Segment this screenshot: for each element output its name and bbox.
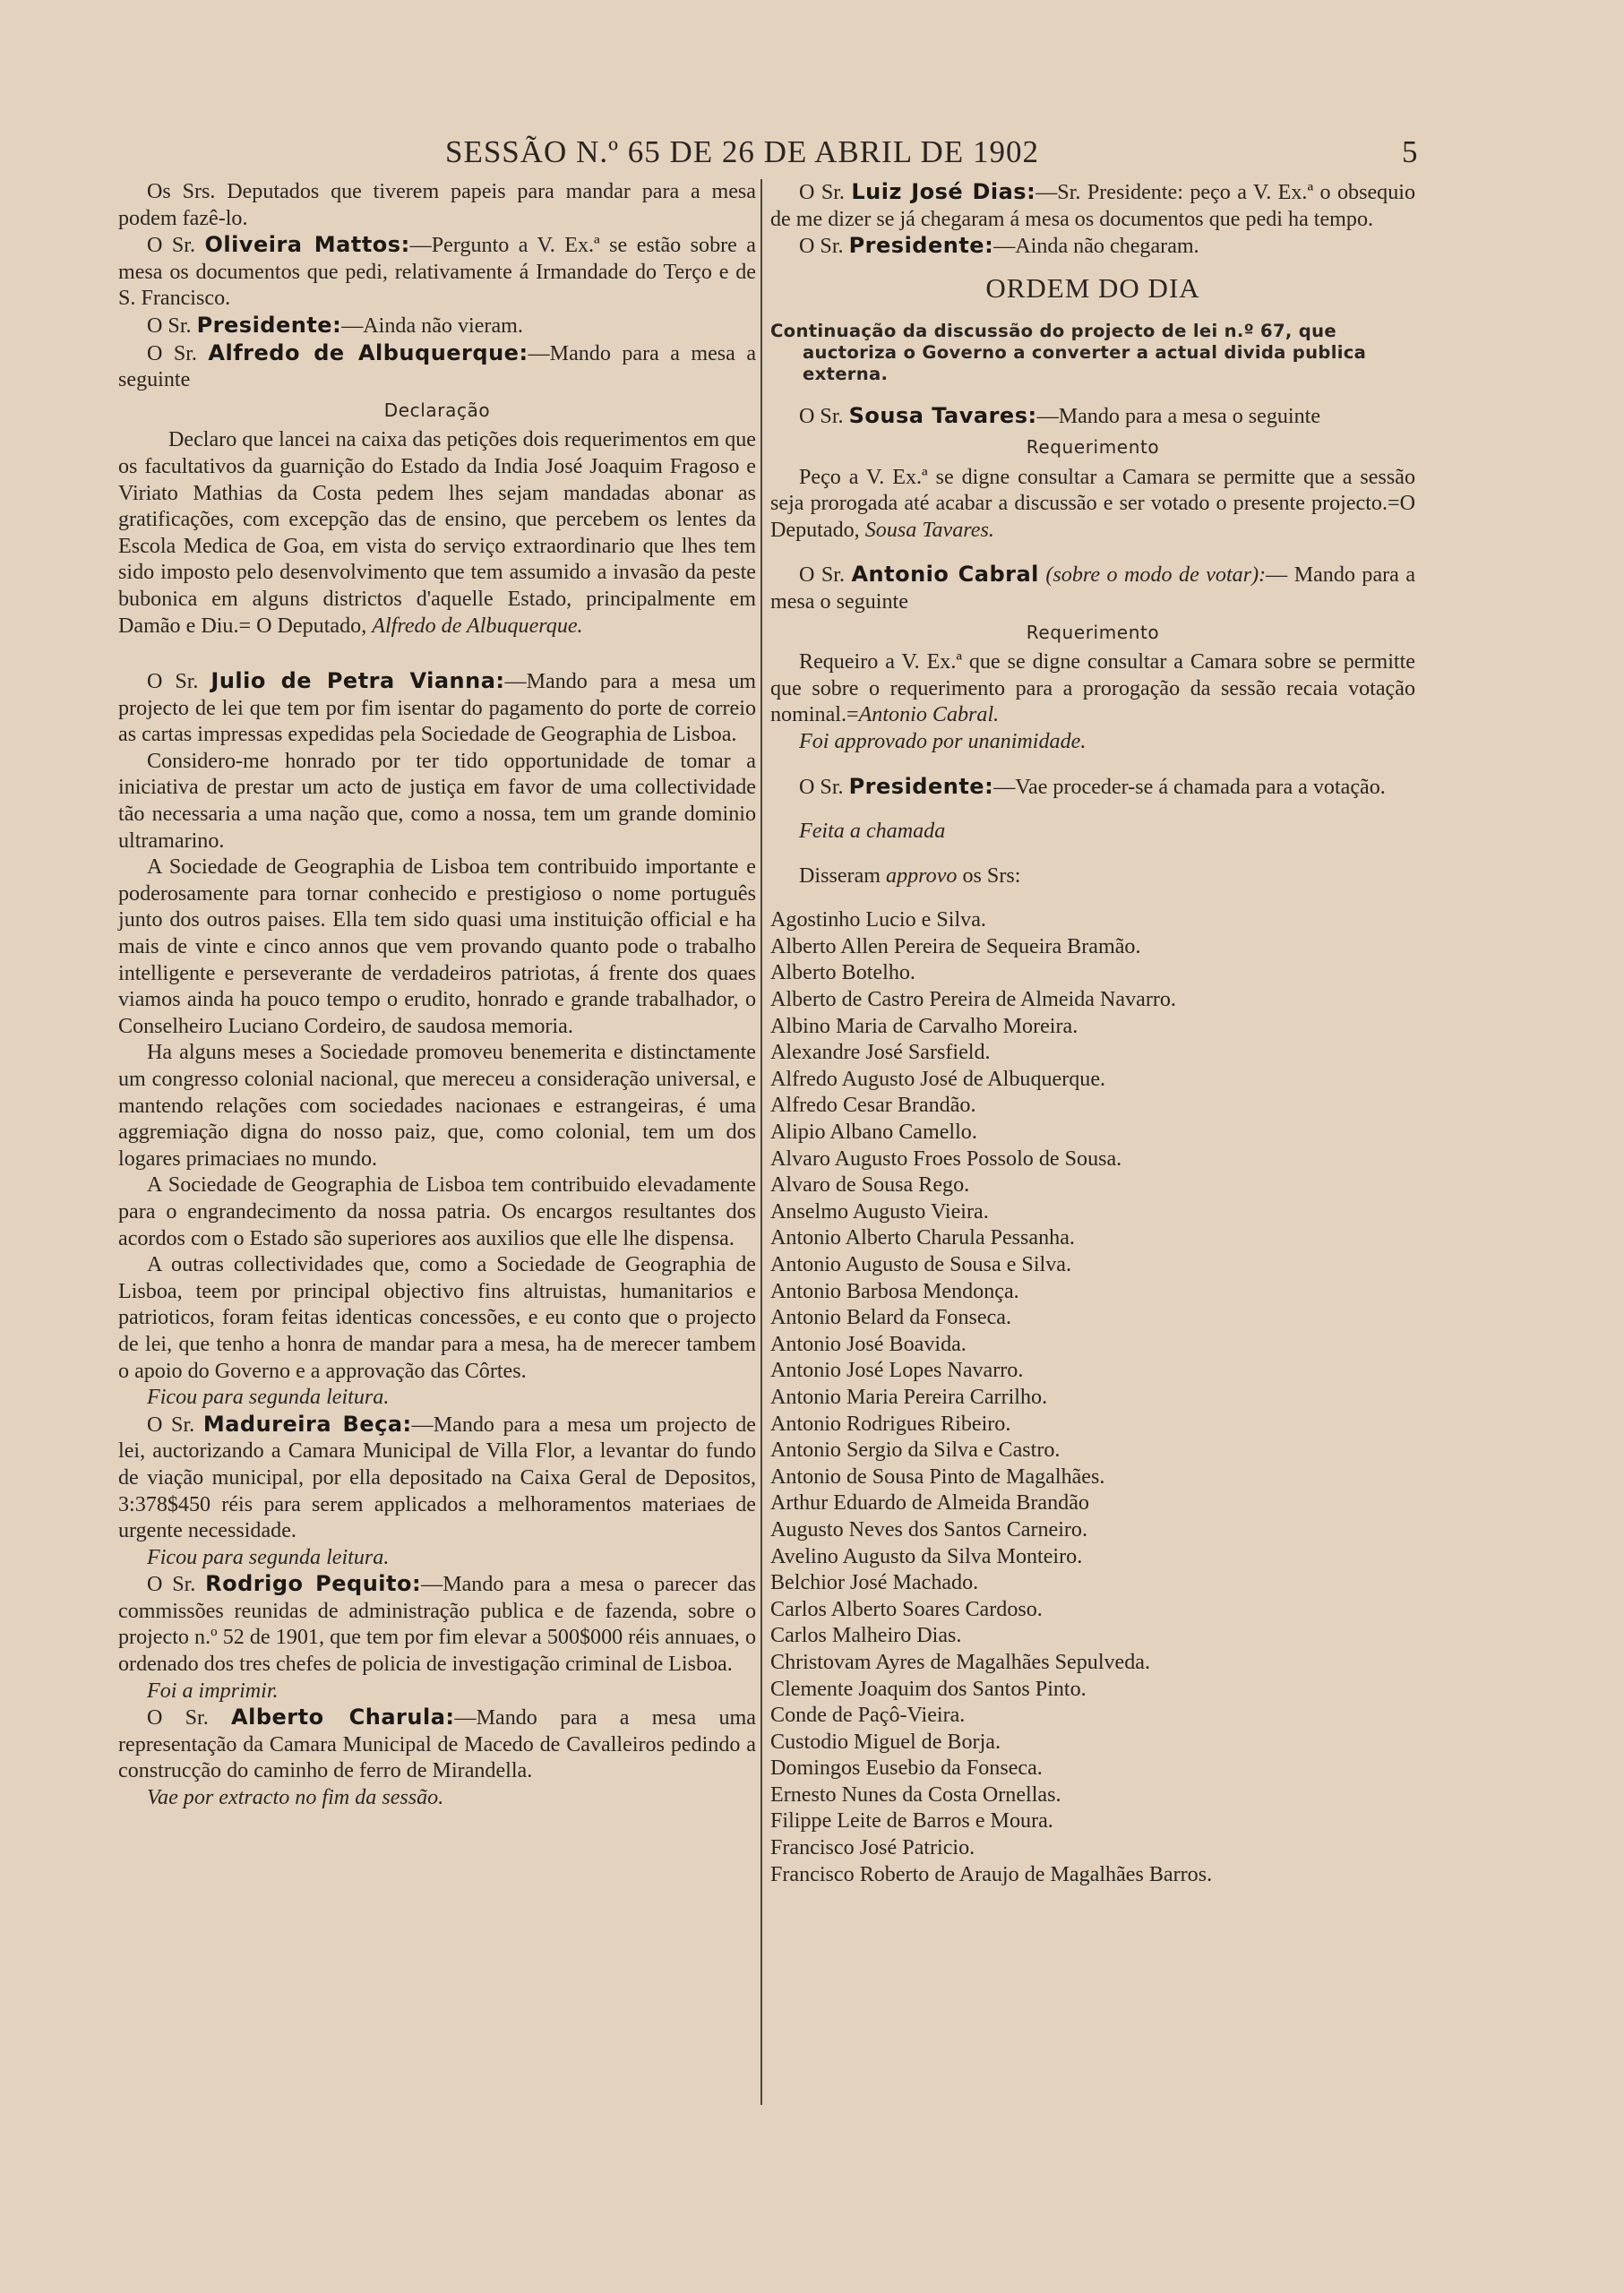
- list-item: Arthur Eduardo de Almeida Brandão: [770, 1491, 1089, 1516]
- speaker-name: Antonio Cabral: [851, 562, 1039, 588]
- list-item: Carlos Alberto Soares Cardoso.: [770, 1597, 1043, 1621]
- request-text: Peço a V. Ex.ª se digne consultar a Camara se permitte que a sessão seja prorogada até acabar a discussão e ser votado o presente projecto.=O Deputado, Sousa Tavares.: [770, 465, 1415, 542]
- list-item: Antonio Sergio da Silva e Castro.: [770, 1438, 1061, 1463]
- request-text: Requeiro a V. Ex.ª que se digne consultar a Camara sobre se permitte que sobre o requerimento para a prorogação da sessão recaia votação nominal.=Antonio Cabral.: [770, 650, 1415, 727]
- list-item: Antonio Barbosa Mendonça.: [770, 1279, 1019, 1303]
- paragraph: Considero-me honrado por ter tido opportunidade de tomar a iniciativa de prestar um acto de justiça em favor de uma collectividade tão necessaria a uma nação que, como a nossa, tem um grande dominio ultramarino.: [118, 749, 756, 853]
- section-subtitle: Declaração: [383, 399, 491, 421]
- list-item: Alfredo Cesar Brandão.: [770, 1094, 976, 1118]
- speech-alberto-charula: O Sr. Alberto Charula:—Mando para a mesa uma representação da Camara Municipal de Macedo de Cavalleiros pedindo a construcção do caminho de ferro de Mirandella.: [118, 1705, 756, 1783]
- list-item: Agostinho Lucio e Silva.: [770, 908, 986, 932]
- signature: Alfredo de Albuquerque.: [372, 614, 583, 638]
- agenda-item: Continuação da discussão do projecto de lei n.º 67, que auctoriza o Governo a converter a actual divida publica externa.: [770, 321, 1367, 385]
- list-item: Clemente Joaquim dos Santos Pinto.: [770, 1677, 1087, 1701]
- speech-oliveira-mattos: O Sr. Oliveira Mattos:—Pergunto a V. Ex.ª se estão sobre a mesa os documentos que pedi, relativamente á Irmandade do Terço e de S. Francisco.: [118, 232, 756, 311]
- speech-luiz-jose-dias: O Sr. Luiz José Dias:—Sr. Presidente: peço a V. Ex.ª o obsequio de me dizer se já chegaram á mesa os documentos que pedi ha tempo.: [770, 179, 1415, 231]
- section-subtitle: Requerimento: [1026, 621, 1160, 643]
- list-item: Antonio Alberto Charula Pessanha.: [770, 1226, 1075, 1250]
- speech-sousa-tavares: O Sr. Sousa Tavares:—Mando para a mesa o seguinte: [799, 403, 1321, 429]
- signature: Sousa Tavares.: [864, 518, 994, 542]
- page-number: 5: [1402, 134, 1418, 169]
- procedural-note: Ficou para segunda leitura.: [147, 1545, 390, 1569]
- speaker-name: Rodrigo Pequito:: [205, 1571, 422, 1597]
- speaker-name: Sousa Tavares:: [848, 403, 1037, 429]
- list-item: Alvaro de Sousa Rego.: [770, 1173, 970, 1198]
- procedural-note: Ficou para segunda leitura.: [147, 1386, 390, 1410]
- speaker-name: Oliveira Mattos:: [204, 232, 410, 258]
- paragraph: Ha alguns meses a Sociedade promoveu benemerita e distinctamente um congresso colonial nacional, que mereceu a consideração universal, e mantendo relações com sociedades nacionaes e estrangeiras, é uma aggremiação digna do nosso paiz, que, como colonial, tem um dos logares primaciaes no mundo.: [118, 1041, 756, 1171]
- list-item: Alberto de Castro Pereira de Almeida Navarro.: [770, 988, 1176, 1012]
- list-item: Alfredo Augusto José de Albuquerque.: [770, 1067, 1106, 1091]
- list-item: Alvaro Augusto Froes Possolo de Sousa.: [770, 1146, 1122, 1171]
- procedural-note: Foi approvado por unanimidade.: [799, 729, 1087, 753]
- list-item: Christovam Ayres de Magalhães Sepulveda.: [770, 1650, 1151, 1674]
- list-item: Antonio Belard da Fonseca.: [770, 1306, 1011, 1330]
- procedural-note: Feita a chamada: [799, 820, 946, 844]
- speech-alfredo-albuquerque: O Sr. Alfredo de Albuquerque:—Mando para a mesa a seguinte: [118, 339, 757, 392]
- list-item: Conde de Paçô-Vieira.: [770, 1704, 966, 1728]
- speech-antonio-cabral: O Sr. Antonio Cabral (sobre o modo de votar):— Mando para a mesa o seguinte: [770, 562, 1416, 614]
- section-heading-ordem-do-dia: ORDEM DO DIA: [985, 271, 1200, 304]
- session-title: SESSÃO N.º 65 DE 26 DE ABRIL DE 1902: [445, 134, 1039, 169]
- list-item: Antonio José Boavida.: [770, 1332, 967, 1356]
- speech-presidente: O Sr. Presidente:—Vae proceder-se á chamada para a votação.: [799, 773, 1386, 799]
- list-item: Anselmo Augusto Vieira.: [770, 1199, 989, 1224]
- list-item: Antonio Rodrigues Ribeiro.: [770, 1412, 1011, 1436]
- declaration-text: Declaro que lancei na caixa das petições dois requerimentos em que os facultativos da guarnição do Estado da India José Joaquim Fragoso e Viriato Mathias da Costa pedem lhes sejam mandadas abonar as gratificações, com excepção das de ensino, que percebem os lentes da Escola Medica de Goa, em vista do serviço extraordinario que lhes tem sido imposto pelo desenvolvimento que tem assumido a invasão da peste bubonica em alguns districtos d'aquelle Estado, principalmente em Damão e Diu.= O Deputado, Alfredo de Albuquerque.: [118, 428, 756, 638]
- list-item: Antonio de Sousa Pinto de Magalhães.: [770, 1464, 1105, 1489]
- speech-madureira-beca: O Sr. Madureira Beça:—Mando para a mesa um projecto de lei, auctorizando a Camara Municipal de Villa Flor, a levantar do fundo de viação municipal, por ella depositado na Caixa Geral de Depositos, 3:378$450 réis para serem applicados a melhoramentos materiaes de urgente necessidade.: [118, 1411, 756, 1543]
- speaker-name: Alberto Charula:: [231, 1705, 455, 1730]
- speech-presidente: O Sr. Presidente:—Ainda não chegaram.: [799, 233, 1199, 259]
- section-subtitle: Requerimento: [1026, 435, 1160, 458]
- list-item: Antonio José Lopes Navarro.: [770, 1359, 1024, 1383]
- running-head: [0, 134, 1624, 174]
- list-item: Alexandre José Sarsfield.: [770, 1041, 991, 1065]
- list-item: Antonio Maria Pereira Carrilho.: [770, 1385, 1048, 1409]
- list-item: Francisco Roberto de Araujo de Magalhães Barros.: [770, 1862, 1213, 1886]
- paragraph: Os Srs. Deputados que tiverem papeis para mandar para a mesa podem fazê-lo.: [118, 180, 756, 230]
- speaker-name: Julio de Petra Vianna:: [211, 668, 505, 694]
- list-item: Albino Maria de Carvalho Moreira.: [770, 1014, 1078, 1038]
- list-item: Filippe Leite de Barros e Moura.: [770, 1809, 1053, 1834]
- speaker-name: Alfredo de Albuquerque:: [208, 339, 528, 365]
- deputies-list: [770, 907, 1415, 1888]
- speech-presidente: O Sr. Presidente:—Ainda não vieram.: [147, 312, 523, 338]
- paragraph: A outras collectividades que, como a Sociedade de Geographia de Lisboa, teem por principal objectivo fins altruistas, humanitarios e patrioticos, foram feitas identicas concessões, e eu conto que o projecto de lei, que tenho a honra de mandar para a mesa, ha de merecer tambem o apoio do Governo e a approvação das Côrtes.: [118, 1253, 756, 1383]
- speaker-name: Luiz José Dias:: [851, 179, 1036, 204]
- list-item: Avelino Augusto da Silva Monteiro.: [770, 1544, 1083, 1568]
- list-item: Custodio Miguel de Borja.: [770, 1730, 1001, 1754]
- list-item: Antonio Augusto de Sousa e Silva.: [770, 1253, 1071, 1276]
- paragraph: A Sociedade de Geographia de Lisboa tem contribuido importante e poderosamente para tornar conhecido e prestigioso o nome português junto dos outros paises. Ella tem sido quasi uma instituição official e ha mais de vinte e cinco annos que vem provando quanto pode o trabalho intelligente e perseverante de verdadeiros patriotas, á frente dos quaes viamos ainda ha pouco tempo o erudito, honrado e grande trabalhador, o Conselheiro Luciano Cordeiro, de saudosa memoria.: [118, 855, 756, 1038]
- left-column: [118, 179, 756, 1812]
- speech-rodrigo-pequito: O Sr. Rodrigo Pequito:—Mando para a mesa o parecer das commissões reunidas de administração publica e de fazenda, sobre o projecto n.º 52 de 1901, que tem por fim elevar a 500$000 réis annuaes, o ordenado dos tres chefes de policia de investigação criminal de Lisboa.: [118, 1571, 756, 1677]
- list-item: Domingos Eusebio da Fonseca.: [770, 1756, 1043, 1781]
- list-item: Alberto Allen Pereira de Sequeira Bramão.: [770, 934, 1141, 958]
- right-column: [770, 179, 1415, 1888]
- speaker-name: Madureira Beça:: [202, 1411, 412, 1437]
- list-item: Carlos Malheiro Dias.: [770, 1624, 962, 1648]
- paragraph: A Sociedade de Geographia de Lisboa tem contribuido elevadamente para o engrandecimento da nossa patria. Os encargos resultantes dos acordos com o Estado são superiores aos auxilios que elle lhe dispensa.: [118, 1173, 756, 1250]
- list-item: Ernesto Nunes da Costa Ornellas.: [770, 1782, 1061, 1807]
- procedural-note: Vae por extracto no fim da sessão.: [147, 1786, 444, 1810]
- speech-julio-petra-vianna: O Sr. Julio de Petra Vianna:—Mando para a mesa um projecto de lei que tem por fim isentar do pagamento do porte de correio as cartas impressas expedidas pela Sociedade de Geographia de Lisboa.: [118, 668, 757, 747]
- speaker-name: Presidente:: [196, 312, 342, 338]
- speaker-name: Presidente:: [848, 233, 994, 259]
- signature: Antonio Cabral.: [858, 703, 1000, 727]
- list-item: Belchior José Machado.: [770, 1571, 979, 1595]
- list-item: Alberto Botelho.: [770, 961, 915, 985]
- procedural-note: Foi a imprimir.: [147, 1679, 279, 1703]
- column-rule: [760, 179, 762, 2105]
- list-item: Augusto Neves dos Santos Carneiro.: [770, 1517, 1088, 1542]
- list-item: Francisco José Patricio.: [770, 1836, 975, 1860]
- vote-intro: Disseram approvo os Srs:: [799, 863, 1021, 888]
- speaker-name: Presidente:: [848, 773, 994, 799]
- list-item: Alipio Albano Camello.: [770, 1121, 977, 1145]
